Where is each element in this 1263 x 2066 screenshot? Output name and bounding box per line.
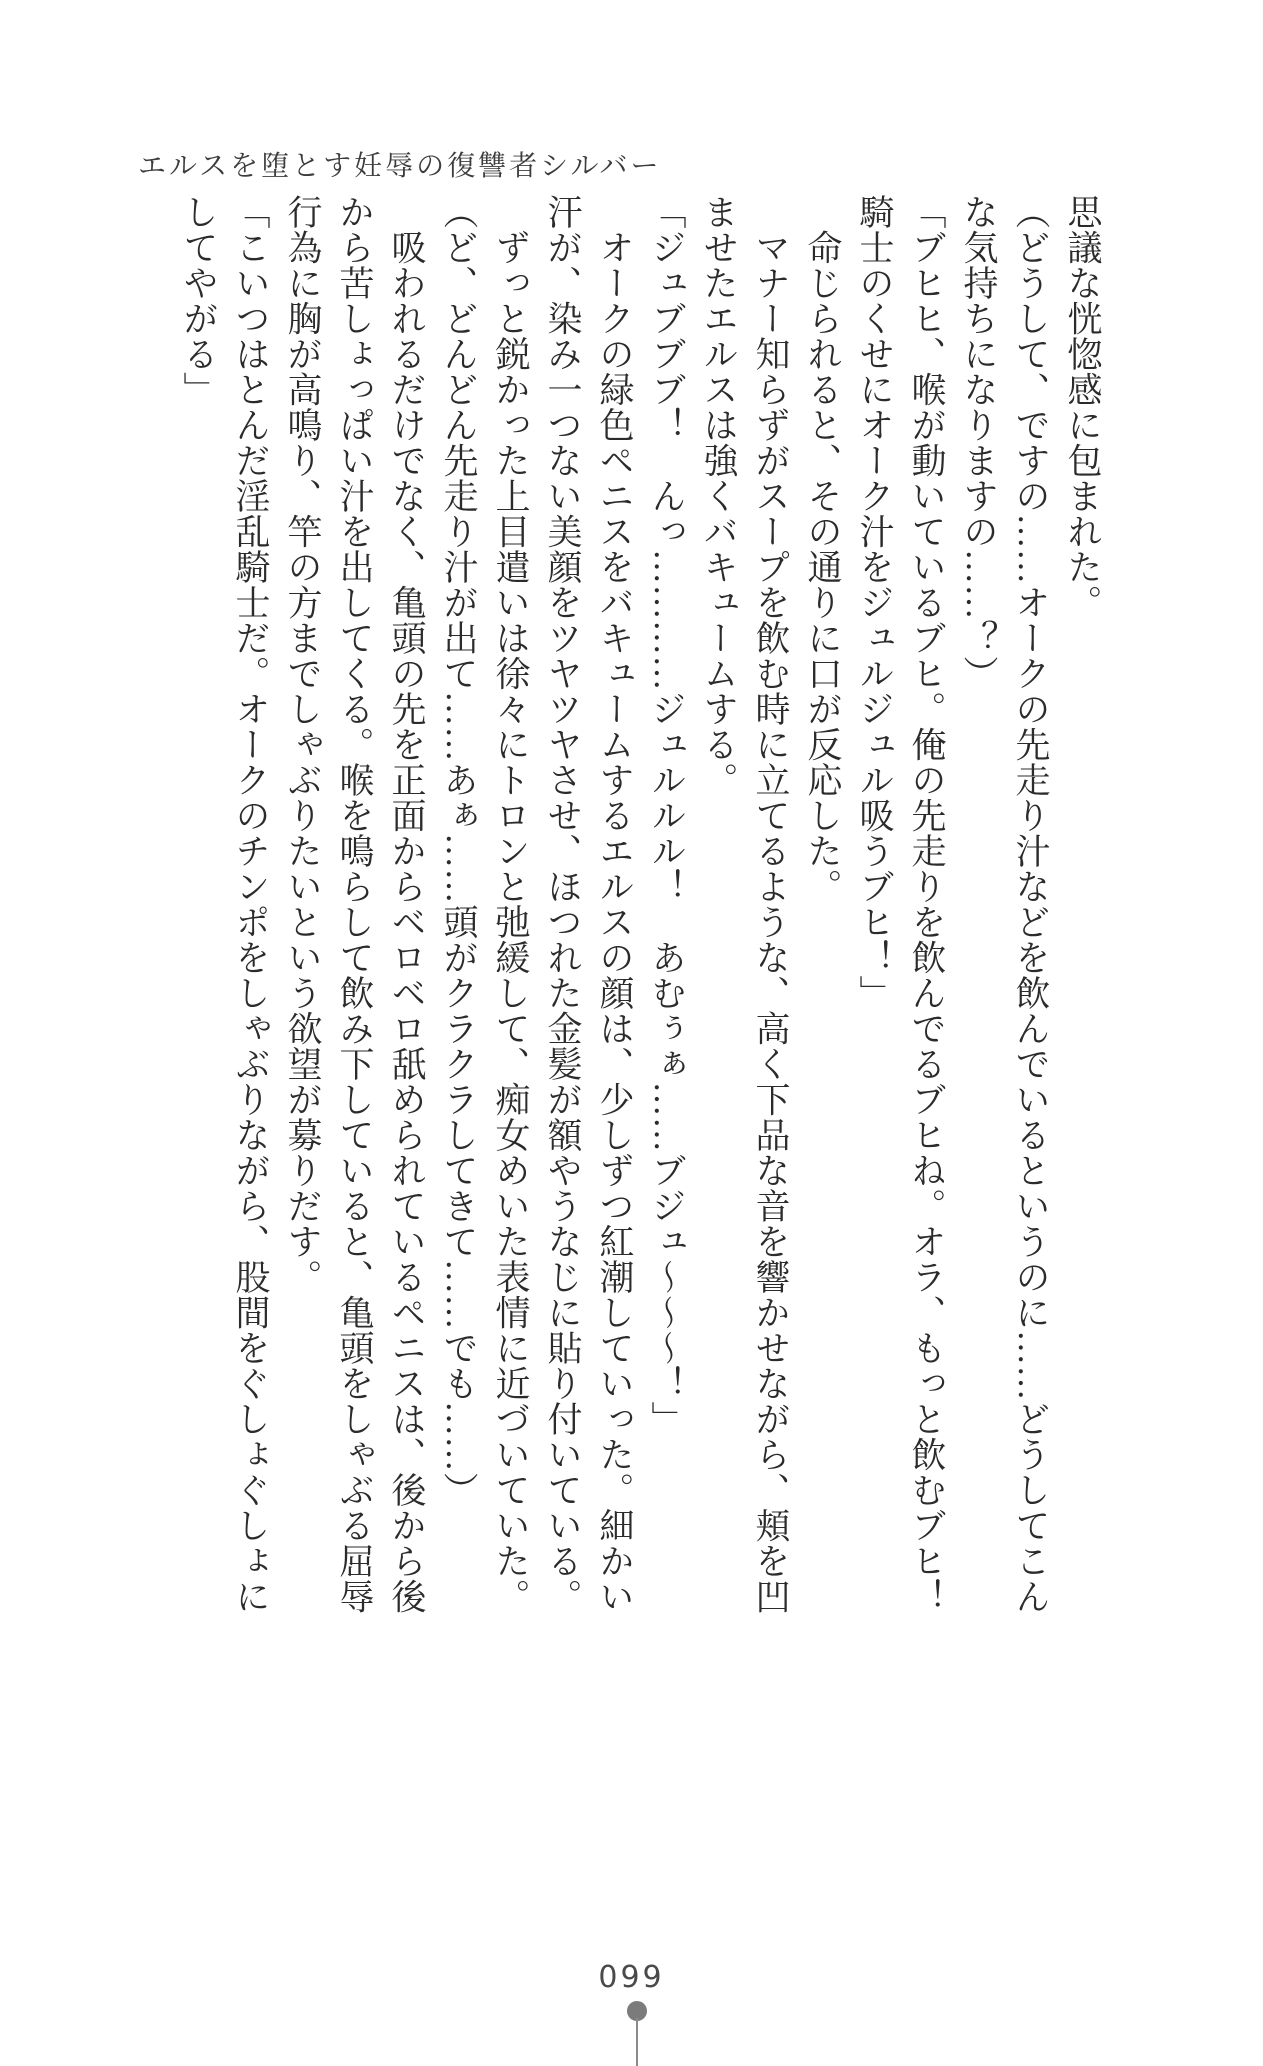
text-line: ませたエルスは強くバキュームする。 [699, 194, 738, 798]
body-text [172, 194, 1108, 1622]
text-line: 騎士のくせにオーク汁をジュルジュル吸うブヒ！」 [855, 194, 894, 1011]
footer-rule-line [636, 2018, 638, 2066]
text-line: 汗が、染み一つない美顔をツヤツヤさせ、ほつれた金髪が額やうなじに貼り付いている。 [543, 194, 582, 1614]
text-line: （ど、どんどん先走り汁が出て……あぁ……頭がクラクラしてきて……でも……） [439, 194, 478, 1508]
text-line: ずっと鋭かった上目遣いは徐々にトロンと弛緩して、痴女めいた表情に近づいていた。 [491, 194, 530, 1614]
text-line: 命じられると、その通りに口が反応した。 [803, 194, 842, 904]
text-line: 行為に胸が高鳴り、竿の方までしゃぶりたいという欲望が募りだす。 [283, 194, 322, 1295]
text-line: マナー知らずがスープを飲む時に立てるような、高く下品な音を響かせながら、頬を凹 [751, 194, 790, 1614]
page-number: 099 [598, 1960, 665, 1995]
text-line: オークの緑色ペニスをバキュームするエルスの顔は、少しずつ紅潮していった。細かい [595, 194, 634, 1614]
text-line: （どうして、ですの……オークの先走り汁などを飲んでいるというのに……どうしてこん [1011, 194, 1050, 1614]
text-line: 「ブヒヒ、喉が動いているブヒ。俺の先走りを飲んでるブヒね。オラ、もっと飲むブヒ！ [907, 194, 946, 1614]
text-line: 「ジュブブブ！ んっ…………ジュルルル！ あむぅぁ……ブジュ～～～！」 [647, 194, 686, 1437]
text-line: から苦しょっぱい汁を出してくる。喉を鳴らして飲み下していると、亀頭をしゃぶる屈辱 [335, 194, 374, 1614]
text-line: 吸われるだけでなく、亀頭の先を正面からベロベロ舐められているペニスは、後から後 [387, 194, 426, 1614]
text-line: してやがる」 [179, 194, 218, 407]
running-header-title: エルスを堕とす妊辱の復讐者シルバー [138, 151, 662, 182]
text-line: 思議な恍惚感に包まれた。 [1063, 194, 1102, 620]
text-line: 「こいつはとんだ淫乱騎士だ。オークのチンポをしゃぶりながら、股間をぐしょぐしょに [231, 194, 270, 1614]
text-line: な気持ちになりますの……？） [959, 194, 998, 691]
